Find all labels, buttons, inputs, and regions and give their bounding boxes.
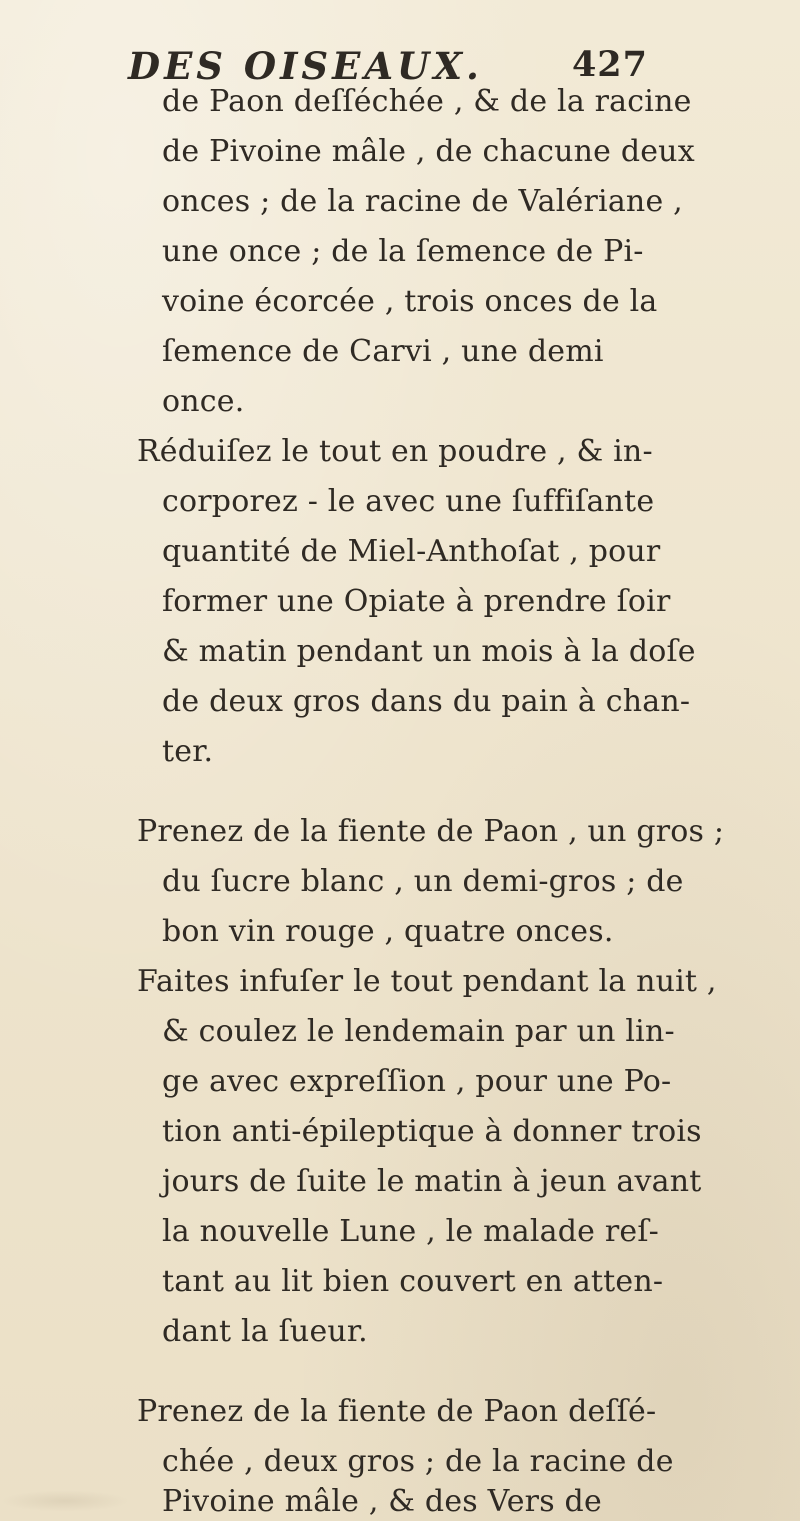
text-line: dant la ſueur.: [162, 1314, 368, 1349]
text-line: Prenez de la fiente de Paon deſſé-: [137, 1394, 657, 1429]
text-line: jours de ſuite le matin à jeun avant: [162, 1164, 702, 1199]
text-line: une once ; de la ſemence de Pi-: [162, 234, 644, 269]
text-line: voine écorcée , trois onces de la: [162, 284, 658, 319]
text-line: Pivoine mâle , & des Vers de: [162, 1484, 602, 1519]
text-line: de deux gros dans du pain à chan-: [162, 684, 691, 719]
text-line: chée , deux gros ; de la racine de: [162, 1444, 674, 1479]
text-line: Prenez de la fiente de Paon , un gros ;: [137, 814, 725, 849]
text-line: Réduiſez le tout en poudre , & in-: [137, 434, 653, 469]
text-line: ge avec expreſſion , pour une Po-: [162, 1064, 672, 1099]
paper-smudge: [0, 1490, 130, 1512]
text-line: once.: [162, 384, 245, 419]
page-number: 427: [571, 44, 648, 85]
text-line: ter.: [162, 734, 214, 769]
text-line: corporez - le avec une ſuffiſante: [162, 484, 655, 519]
text-line: onces ; de la racine de Valériane ,: [162, 184, 683, 219]
text-line: ſemence de Carvi , une demi: [162, 334, 604, 369]
text-line: bon vin rouge , quatre onces.: [162, 914, 614, 949]
text-line: quantité de Miel-Anthoſat , pour: [162, 534, 661, 569]
text-line: du ſucre blanc , un demi-gros ; de: [162, 864, 684, 899]
text-line: former une Opiate à prendre ſoir: [162, 584, 671, 619]
text-line: de Pivoine mâle , de chacune deux: [162, 134, 695, 169]
text-line: tant au lit bien couvert en atten-: [162, 1264, 664, 1299]
text-line: la nouvelle Lune , le malade reſ-: [162, 1214, 659, 1249]
running-head: DES OISEAUX.: [128, 44, 483, 88]
text-line: Faites infuſer le tout pendant la nuit ,: [137, 964, 717, 999]
text-line: de Paon deſſéchée , & de la racine: [162, 84, 692, 119]
text-line: tion anti-épileptique à donner trois: [162, 1114, 702, 1149]
text-line: & coulez le lendemain par un lin-: [162, 1014, 675, 1049]
text-line: & matin pendant un mois à la doſe: [162, 634, 696, 669]
